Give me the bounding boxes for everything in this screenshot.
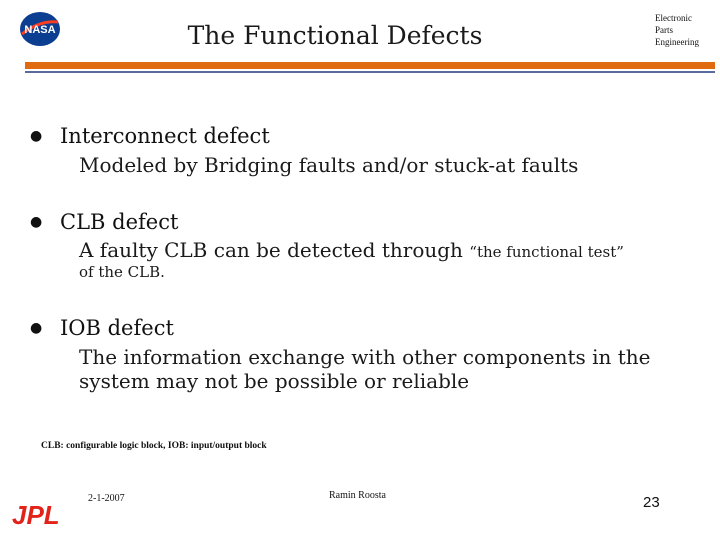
bullet-body: Modeled by Bridging faults and/or stuck-at faults bbox=[79, 153, 579, 177]
header-rule-orange bbox=[25, 62, 715, 69]
org-label bbox=[655, 12, 715, 48]
page-number: 23 bbox=[643, 494, 660, 511]
org-line-2: Parts bbox=[655, 25, 673, 35]
bullet-dot-icon: ● bbox=[30, 320, 43, 336]
bullet-body-line-2: system may not be possible or reliable bbox=[79, 369, 470, 393]
org-line-3: Engineering bbox=[655, 37, 699, 47]
footer-author: Ramin Roosta bbox=[329, 490, 386, 501]
bullet-dot-icon: ● bbox=[30, 214, 43, 230]
bullet-body-part-b: “the functional test” bbox=[469, 243, 624, 261]
bullet-clb bbox=[30, 209, 178, 235]
bullet-iob bbox=[30, 315, 174, 341]
header-rule-blue bbox=[25, 71, 715, 73]
bullet-body-part-a: A faulty CLB can be detected through bbox=[79, 238, 463, 262]
abbreviation-note: CLB: configurable logic block, IOB: input/output block bbox=[41, 441, 267, 451]
bullet-heading: CLB defect bbox=[60, 210, 179, 234]
bullet-body-line-1: The information exchange with other components in the bbox=[79, 345, 651, 369]
bullet-body-continuation: of the CLB. bbox=[79, 263, 165, 281]
bullet-heading: IOB defect bbox=[60, 316, 174, 340]
jpl-logo bbox=[12, 500, 62, 528]
org-line-1: Electronic bbox=[655, 13, 692, 23]
nasa-logo bbox=[18, 10, 62, 48]
bullet-interconnect bbox=[30, 123, 270, 149]
nasa-logo-text: NASA bbox=[24, 24, 56, 36]
page-title: The Functional Defects bbox=[187, 21, 483, 50]
bullet-dot-icon: ● bbox=[30, 128, 43, 144]
footer-date: 2-1-2007 bbox=[88, 493, 125, 504]
bullet-heading: Interconnect defect bbox=[60, 124, 270, 148]
jpl-logo-text: JPL bbox=[12, 500, 60, 528]
